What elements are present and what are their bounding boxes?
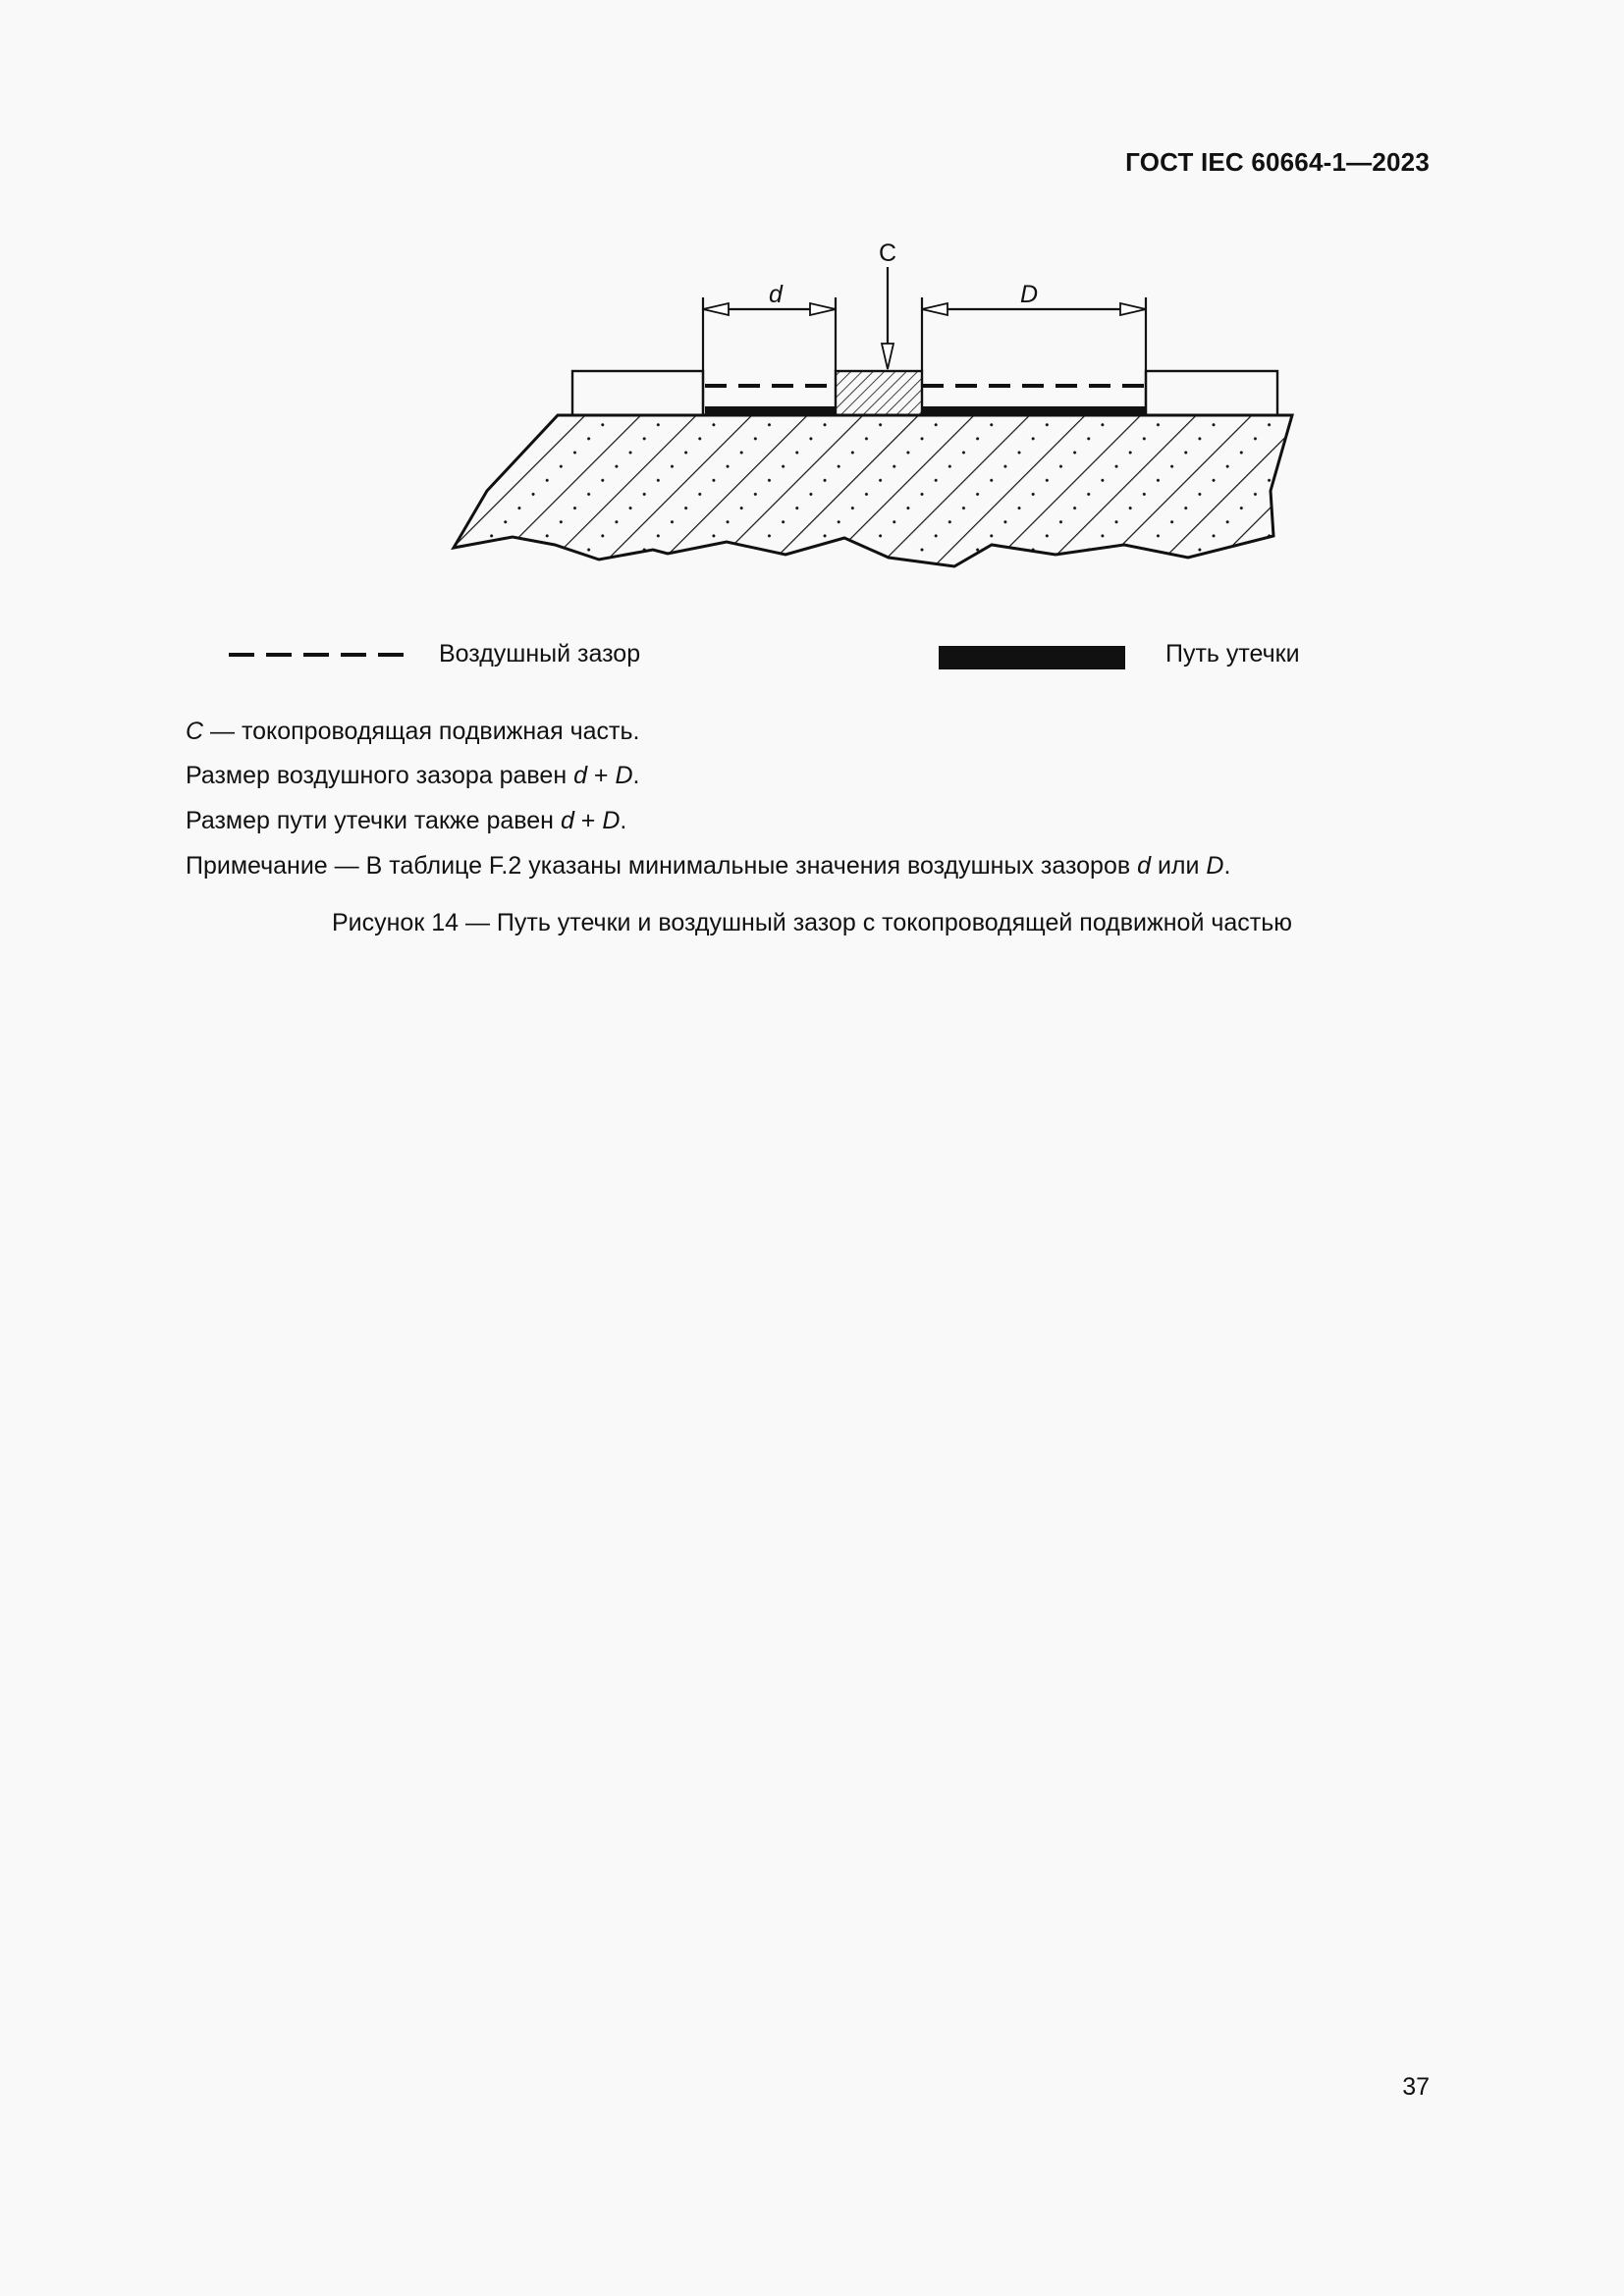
- legend-solid-symbol: [939, 646, 1125, 669]
- note-line-4: Примечание — В таблице F.2 указаны минимальные значения воздушных зазоров d или D.: [186, 852, 1231, 880]
- note-line-2: Размер воздушного зазора равен d + D.: [186, 762, 640, 789]
- note-line-3: Размер пути утечки также равен d + D.: [186, 807, 627, 834]
- label-D: D: [1019, 281, 1039, 308]
- legend-air-gap-label: Воздушный зазор: [439, 640, 641, 667]
- label-d: d: [769, 281, 783, 308]
- leakage-path-right: [922, 406, 1145, 415]
- note-line-1: C — токопроводящая подвижная часть.: [186, 718, 640, 745]
- right-conductor-block: [1146, 371, 1277, 415]
- left-conductor-block: [572, 371, 703, 415]
- insulating-base: [454, 415, 1292, 566]
- figure-caption: Рисунок 14 — Путь утечки и воздушный зазор с токопроводящей подвижной частью: [331, 909, 1293, 936]
- label-c: C: [878, 240, 897, 267]
- moving-part-c: [836, 371, 922, 415]
- legend-leakage-path-label: Путь утечки: [1165, 640, 1300, 667]
- standard-designation: ГОСТ IEC 60664-1—2023: [1125, 147, 1430, 177]
- leakage-path-left: [705, 406, 836, 415]
- page-number: 37: [1402, 2073, 1430, 2101]
